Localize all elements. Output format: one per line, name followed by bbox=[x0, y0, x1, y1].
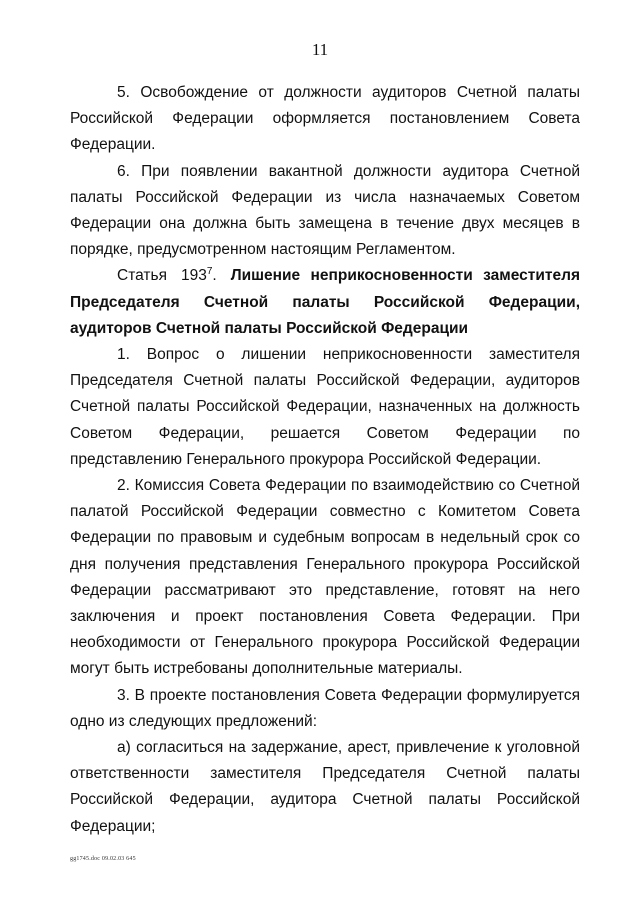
page-number: 11 bbox=[311, 40, 329, 59]
article-paragraph-1: 1. Вопрос о лишении неприкосновенности заместителя Председателя Счетной палаты Российской Федерации, аудиторов Счетной палаты Российской Федерации, назначенных на должность Советом Федерации, решается Советом Федерации по представлению Генерального прокурора Российской Федерации. bbox=[70, 346, 580, 468]
document-footer: gg1745.doc 09.02.03 645 bbox=[70, 856, 136, 862]
article-paragraph-2: 2. Комиссия Совета Федерации по взаимодействию со Счетной палатой Российской Федерации совместно с Комитетом Совета Федерации по правовым и судебным вопросам в недельный срок со дня получения представления Генерального прокурора Российской Федерации рассматривают это представление, готовят на него заключения и проект постановления Совета Федерации. При необходимости от Генерального прокурора Российской Федерации могут быть истребованы дополнительные материалы. bbox=[70, 477, 580, 678]
paragraph-6: 6. При появлении вакантной должности аудитора Счетной палаты Российской Федерации из числа назначаемых Советом Федерации она должна быть замещена в течение двух месяцев в порядке, предусмотренном настоящим Регламентом. bbox=[70, 162, 580, 259]
article-number: 193 bbox=[180, 267, 207, 285]
article-title: Лишение неприкосновенности заместителя Председателя Счетной палаты Российской Федерации, аудиторов Счетной палаты Российской Федерации bbox=[70, 267, 580, 337]
article-paragraph-3: 3. В проекте постановления Совета Федерации формулируется одно из следующих предложений: bbox=[70, 686, 580, 730]
article-label: Статья bbox=[117, 267, 167, 285]
article-heading: Статья $193^7$. Лишение неприкосновенности заместителя Председателя Счетной палаты Российской Федерации, аудиторов Счетной палаты Российской Федерации bbox=[70, 266, 580, 337]
article-subparagraph-a: а) согласиться на задержание, арест, привлечение к уголовной ответственности заместителя Председателя Счетной палаты Российской Федерации, аудитора Счетной палаты Российской Федерации; bbox=[70, 739, 580, 835]
document-body bbox=[70, 80, 580, 840]
article-superscript: 7 bbox=[206, 266, 213, 278]
paragraph-5: 5. Освобождение от должности аудиторов Счетной палаты Российской Федерации оформляется постановлением Совета Федерации. bbox=[70, 84, 580, 154]
